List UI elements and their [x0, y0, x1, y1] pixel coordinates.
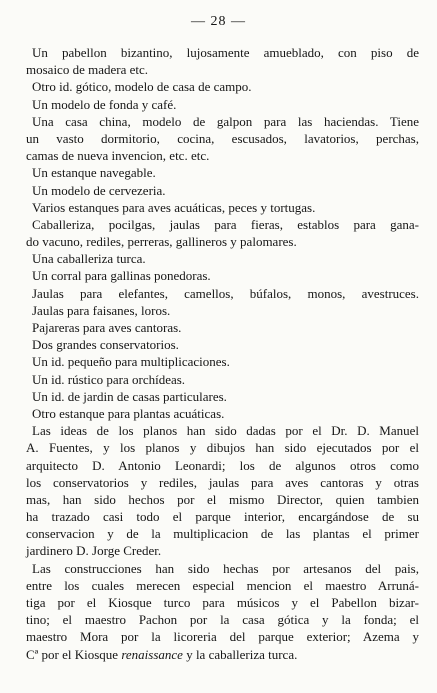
text-line-last — [26, 646, 419, 663]
text-line: Un modelo de cervezeria. — [32, 182, 166, 198]
text-line: los conservatorios y rediles, jaulas para aves cantoras y otras — [26, 474, 419, 490]
text-line: tiga por el Kiosque turco para músicos y el Pabellon bizar- — [26, 595, 419, 610]
text-line: Caballeriza, pocilgas, jaulas para fieras, establos para gana- — [32, 216, 419, 232]
text-line: Un id. de jardin de casas particulares. — [32, 388, 227, 404]
text-line: Un corral para gallinas ponedoras. — [32, 268, 211, 284]
text-line: A. Fuentes, y los planos y dibujos han sido ejecutados por el — [26, 440, 419, 456]
page-number: — 28 — — [191, 14, 246, 29]
text-line: Varios estanques para aves acuáticas, peces y tortugas. — [32, 199, 316, 215]
text-line: arquitecto D. Antonio Leonardi; los de algunos otros como — [26, 457, 419, 473]
text-line: Las construcciones han sido hechas por artesanos del pais, — [32, 560, 419, 576]
text-line: Otro id. gótico, modelo de casa de campo. — [32, 79, 252, 95]
text-line: Una casa china, modelo de galpon para las haciendas. Tiene — [32, 113, 419, 129]
text-line: Otro estanque para plantas acuáticas. — [32, 405, 225, 421]
text-line: jardinero D. Jorge Creder. — [26, 543, 162, 559]
text-line: conservacion y de la multiplicacion de las plantas el primer — [26, 526, 419, 542]
text-line: camas de nueva invencion, etc. etc. — [26, 148, 210, 164]
text-line: Jaulas para faisanes, loros. — [32, 302, 171, 318]
text-line: maestro Mora por la licoreria del parque exterior; Azema y — [26, 629, 419, 645]
text-line: Las ideas de los planos han sido dadas por el Dr. D. Manuel — [32, 423, 419, 439]
text-line: Dos grandes conservatorios. — [32, 337, 179, 353]
page-body — [26, 44, 419, 663]
italic-word: renaissance — [121, 646, 183, 662]
text-line: Una caballeriza turca. — [32, 251, 146, 267]
text-line: Un estanque navegable. — [32, 165, 156, 181]
text-line: Jaulas para elefantes, camellos, búfalos, monos, avestruces. — [32, 285, 419, 301]
text-line: Un id. pequeño para multiplicaciones. — [32, 354, 230, 370]
text-line: do vacuno, rediles, perreras, gallineros y palomares. — [26, 234, 297, 250]
text-fragment: Cª por el Kiosque — [26, 646, 119, 662]
text-line: tino; el maestro Pachon por la casa gótica y la fonda; el — [26, 612, 419, 628]
text-line: mosaico de madera etc. — [26, 62, 148, 78]
text-line: ha trazado casi todo el parque interior, encargándose de su — [26, 509, 419, 525]
text-line: Pajareras para aves cantoras. — [32, 320, 182, 335]
text-line: entre los cuales merecen especial mencion el maestro Arruná- — [26, 577, 419, 593]
text-line: Un pabellon bizantino, lujosamente amueblado, con piso de — [32, 45, 419, 60]
text-line: un vasto dormitorio, cocina, escusados, lavatorios, perchas, — [26, 130, 419, 146]
text-fragment: y la caballeriza turca. — [186, 646, 298, 662]
text-line: Un modelo de fonda y café. — [32, 96, 177, 112]
text-line: Un id. rústico para orchídeas. — [32, 371, 186, 387]
text-line: mas, han sido hechos por el mismo Director, quien tambien — [26, 491, 419, 507]
